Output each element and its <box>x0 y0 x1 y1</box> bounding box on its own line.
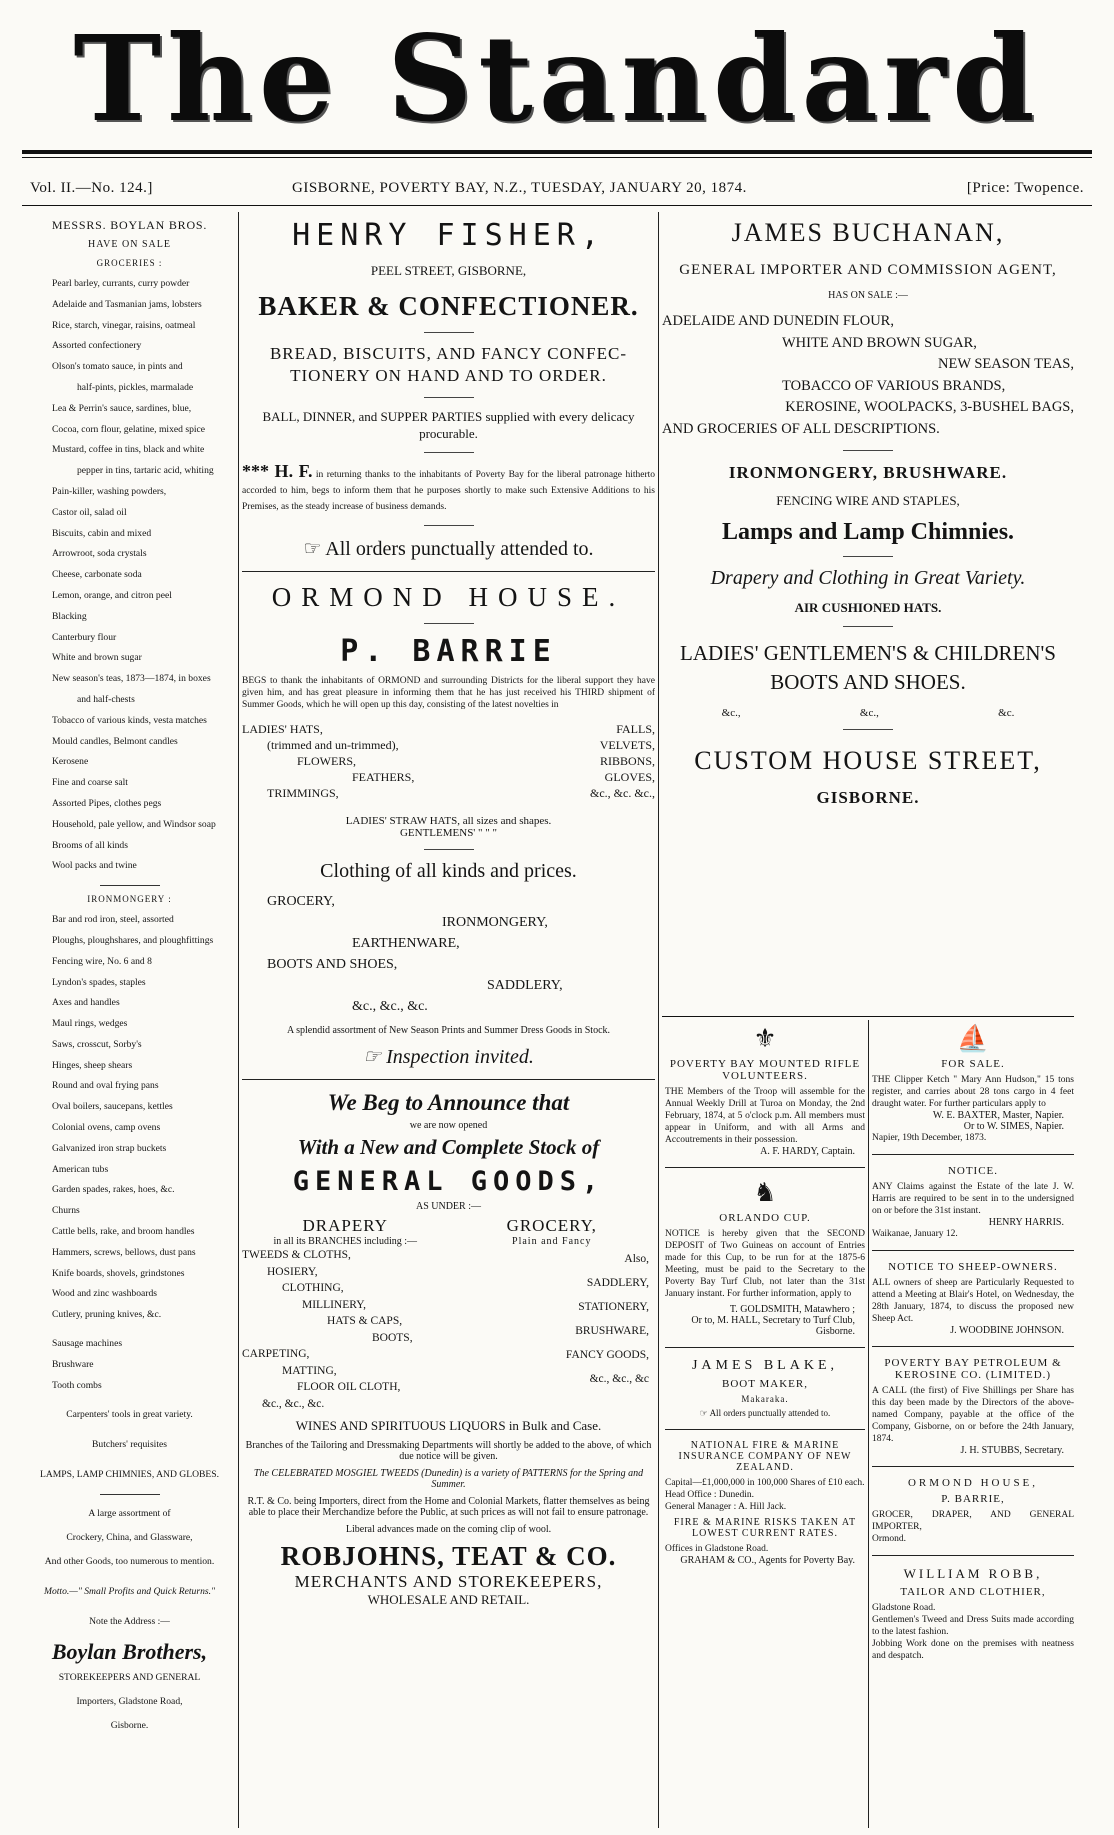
assortment-line: And other Goods, too numerous to mention. <box>44 1556 215 1568</box>
tweeds-line: The CELEBRATED MOSGIEL TWEEDS (Dunedin) is a variety of PATTERNS for the Spring and Summer. <box>253 1468 644 1490</box>
list-item: Churns <box>52 1205 80 1217</box>
divider <box>424 452 474 453</box>
petroleum-signature: J. H. STUBBS, Secretary. <box>960 1445 1064 1456</box>
notice-text: ANY Claims against the Estate of the late J. W. Harris are required to be sent in to the undersigned on or before the 31st instant. <box>872 1182 1074 1216</box>
stock-line: KEROSINE, WOOLPACKS, 3-BUSHEL BAGS, <box>785 399 1074 415</box>
motto: Motto.—" Small Profits and Quick Returns." <box>43 1586 216 1598</box>
divider <box>100 1494 160 1495</box>
ironmongery-line: IRONMONGERY, BRUSHWARE. <box>728 463 1008 482</box>
hats-line: AIR CUSHIONED HATS. <box>794 600 942 615</box>
ironmongery-list <box>22 910 237 1326</box>
newstock-line: With a New and Complete Stock of <box>297 1135 600 1159</box>
list-item: (trimmed and un-trimmed), <box>267 738 399 752</box>
ormond-place: Ormond. <box>872 1534 907 1544</box>
notice-rule <box>872 1466 1074 1467</box>
groceries-list <box>22 274 237 877</box>
list-item: Blacking <box>52 610 87 622</box>
clothing-line: Clothing of all kinds and prices. <box>320 860 577 882</box>
lamps-line: LAMPS, LAMP CHIMNIES, AND GLOBES. <box>39 1469 219 1481</box>
blake-orders: All orders punctually attended to. <box>709 1408 831 1418</box>
fencing-line: FENCING WIRE AND STAPLES, <box>776 493 960 508</box>
address-note: Note the Address :— <box>89 1616 170 1628</box>
list-item: FALLS, <box>616 722 655 736</box>
notice-rule <box>872 1154 1074 1155</box>
ormond-house-title: ORMOND HOUSE. <box>271 582 626 612</box>
list-item: SADDLERY, <box>586 1277 649 1289</box>
sale-heading: FOR SALE. <box>941 1058 1005 1070</box>
place-date: GISBORNE, POVERTY BAY, N.Z., TUESDAY, JANUARY 20, 1874. <box>292 180 747 196</box>
list-item: BOOTS, <box>372 1331 413 1344</box>
opened-line: we are now opened <box>409 1120 488 1131</box>
robb-text: Gentlemen's Tweed and Dress Suits made according to the latest fashion. <box>872 1615 1074 1637</box>
divider <box>424 525 474 526</box>
blake-place: Makaraka. <box>741 1394 789 1404</box>
robjohns-trade: MERCHANTS AND STOREKEEPERS, <box>294 1572 603 1591</box>
category: SADDLERY, <box>487 978 563 993</box>
newspaper-title: The Standard <box>73 9 1041 148</box>
list-item: Kerosene <box>52 756 89 768</box>
category: &c., &c., &c. <box>352 999 428 1014</box>
list-item: Saws, crosscut, Sorby's <box>52 1038 142 1050</box>
volume-number: Vol. II.—No. 124.] <box>30 180 153 196</box>
list-item: Colonial ovens, camp ovens <box>52 1122 161 1134</box>
divider <box>843 626 893 627</box>
notices-left <box>665 1020 865 1828</box>
category: BOOTS AND SHOES, <box>267 957 398 972</box>
prints-line: A splendid assortment of New Season Prints and Summer Dress Goods in Stock. <box>286 1025 611 1036</box>
ormond-trade: GROCER, DRAPER, AND GENERAL IMPORTER, <box>872 1510 1074 1532</box>
notice-rule <box>872 1346 1074 1347</box>
importers-line: R.T. & Co. being Importers, direct from the Home and Colonial Markets, flatter themselves as being able to place their Merchandize before the Public, at such prices as will not fail to ensure patronage. <box>247 1496 650 1518</box>
goods-left <box>242 721 449 801</box>
fisher-initials: *** H. F. <box>242 461 313 481</box>
robb-place: Gladstone Road. <box>872 1603 936 1613</box>
list-item: Knife boards, shovels, grindstones <box>52 1267 185 1279</box>
ormond-name: P. BARRIE, <box>941 1493 1005 1505</box>
list-item: MILLINERY, <box>302 1298 366 1311</box>
cup-heading: ORLANDO CUP. <box>719 1212 811 1224</box>
drapery-heading: DRAPERY <box>302 1216 388 1235</box>
list-item: Canterbury flour <box>52 631 117 643</box>
stock-columns <box>242 1216 655 1412</box>
boots-line: LADIES' GENTLEMEN'S & CHILDREN'S BOOTS AND SHOES. <box>680 641 1056 694</box>
rifle-heading: POVERTY BAY MOUNTED RIFLE VOLUNTEERS. <box>669 1058 861 1082</box>
advert-rule <box>662 1016 1074 1017</box>
stock-line: ADELAIDE AND DUNEDIN FLOUR, <box>662 313 894 329</box>
list-item: Adelaide and Tasmanian jams, lobsters <box>52 298 202 310</box>
list-item: FANCY GOODS, <box>565 1349 649 1361</box>
divider <box>424 849 474 850</box>
buchanan-stock <box>662 311 1074 440</box>
masthead-rule <box>22 150 1092 154</box>
list-item: New season's teas, 1873—1874, in boxes <box>52 673 211 685</box>
assortment-line: Crockery, China, and Glassware, <box>66 1532 193 1544</box>
fisher-bread: BREAD, BISCUITS, AND FANCY CONFEC-TIONERY ON HAND AND TO ORDER. <box>269 344 628 385</box>
pointing-hand-icon: ☞ <box>363 1046 382 1068</box>
stock-line: TOBACCO OF VARIOUS BRANDS, <box>782 377 1006 394</box>
list-item: Tooth combs <box>52 1379 102 1391</box>
list-item: Olson's tomato sauce, in pints and <box>52 361 183 373</box>
list-item: Pain-killer, washing powders, <box>52 485 167 497</box>
cup-signature: Or to, M. HALL, Secretary to Turf Club, Gisborne. <box>691 1315 855 1337</box>
blake-orders-line <box>665 1408 865 1419</box>
inspection-text: Inspection invited. <box>386 1046 534 1068</box>
buchanan-name: JAMES BUCHANAN, <box>731 218 1005 247</box>
list-item: Maul rings, wedges <box>52 1018 128 1030</box>
list-item: pepper in tins, tartaric acid, whiting <box>77 465 214 477</box>
list-item: RIBBONS, <box>599 754 655 768</box>
category: EARTHENWARE, <box>352 936 460 951</box>
announce-line: We Beg to Announce that <box>327 1090 570 1115</box>
list-item: Bar and rod iron, steel, assorted <box>52 914 174 926</box>
insurance-manager: General Manager : A. Hill Jack. <box>665 1502 787 1512</box>
list-item: Also, <box>624 1253 649 1265</box>
branches-line: Branches of the Tailoring and Dressmaking Departments will shortly be added to the above, of which due notice will be given. <box>245 1440 652 1462</box>
divider <box>843 729 893 730</box>
ormond-heading: ORMOND HOUSE, <box>907 1477 1039 1489</box>
insurance-office: Offices in Gladstone Road. <box>665 1544 769 1554</box>
advert-heading: MESSRS. BOYLAN BROS. <box>51 218 208 232</box>
assortment-line: A large assortment of <box>88 1508 171 1520</box>
list-item: Assorted Pipes, clothes pegs <box>52 797 162 809</box>
list-item: Fine and coarse salt <box>52 777 128 789</box>
list-item: Tobacco of various kinds, vesta matches <box>52 714 207 726</box>
list-item: Brushware <box>52 1358 94 1370</box>
etc: &c., <box>859 707 879 719</box>
goods-right <box>449 721 656 801</box>
boylan-advert <box>22 218 237 1828</box>
list-item: MATTING, <box>282 1364 337 1377</box>
list-item: STATIONERY, <box>578 1301 649 1313</box>
list-item: Brooms of all kinds <box>52 839 128 851</box>
notice-signature: HENRY HARRIS. <box>988 1217 1064 1228</box>
list-item: Biscuits, cabin and mixed <box>52 527 152 539</box>
drapery-list <box>242 1247 449 1412</box>
list-item: Round and oval frying pans <box>52 1080 159 1092</box>
lamps-line: Lamps and Lamp Chimnies. <box>721 519 1015 545</box>
fisher-trade: BAKER & CONFECTIONER. <box>258 291 639 321</box>
notice-rule <box>665 1167 865 1168</box>
list-item: Ploughs, ploughshares, and ploughfittings <box>52 934 214 946</box>
list-item: CLOTHING, <box>282 1282 344 1294</box>
barrie-name: P. BARRIE <box>340 634 557 669</box>
section-title: GROCERIES : <box>96 258 163 268</box>
blake-name: JAMES BLAKE, <box>691 1358 838 1373</box>
drapery-sub: in all its BRANCHES including :— <box>273 1236 418 1247</box>
etc: &c. <box>998 707 1015 719</box>
list-item: Lemon, orange, and citron peel <box>52 589 172 601</box>
list-item: HOSIERY, <box>267 1265 318 1278</box>
robb-name: WILLIAM ROBB, <box>903 1566 1043 1581</box>
fisher-thanks: in returning thanks to the inhabitants of Poverty Bay for the liberal patronage hitherto accorded to him, begs to inform them that he purposes shortly to make such Extensive Additions to his Premises, as the steady increase of business demands. <box>242 470 655 512</box>
robb-trade: TAILOR AND CLOTHIER, <box>900 1586 1046 1598</box>
masthead-rule-thin <box>22 157 1092 158</box>
price: [Price: Twopence. <box>966 180 1084 196</box>
centre-column <box>242 218 655 1828</box>
blake-trade: BOOT MAKER, <box>722 1378 808 1390</box>
list-item: Rice, starch, vinegar, raisins, oatmeal <box>52 319 196 331</box>
buchanan-importer: GENERAL IMPORTER AND COMMISSION AGENT, <box>679 262 1057 278</box>
divider <box>843 556 893 557</box>
butchers-line: Butchers' requisites <box>92 1439 167 1451</box>
petroleum-heading: POVERTY BAY PETROLEUM & KEROSINE CO. (LIMITED.) <box>884 1357 1062 1381</box>
dateline <box>30 180 1084 204</box>
divider <box>424 397 474 398</box>
firm-line: STOREKEEPERS AND GENERAL <box>58 1672 201 1684</box>
list-item: Castor oil, salad oil <box>52 506 127 518</box>
sheep-text: ALL owners of sheep are Particularly Requested to attend a Meeting at Blair's Hotel, on Wednesday, the 28th January, 1874, to discuss the proposed new Sheep Act. <box>872 1278 1074 1324</box>
grocery-list <box>449 1247 656 1391</box>
list-item: Oval boilers, saucepans, kettles <box>52 1101 173 1113</box>
dateline-rule <box>22 205 1092 206</box>
robb-text: Jobbing Work done on the premises with neatness and despatch. <box>872 1639 1074 1661</box>
fisher-name: HENRY FISHER, <box>292 218 605 253</box>
list-item: Mould candles, Belmont candles <box>52 735 178 747</box>
list-item: Hammers, screws, bellows, dust pans <box>52 1246 196 1258</box>
cup-signature: T. GOLDSMITH, Matawhero ; <box>729 1304 855 1315</box>
column-divider <box>868 1020 869 1828</box>
list-item: TRIMMINGS, <box>267 786 339 800</box>
grocery-sub: Plain and Fancy <box>512 1236 592 1247</box>
horse-icon: ♞ <box>753 1178 777 1207</box>
list-item: HATS & CAPS, <box>327 1315 403 1327</box>
inspection-line <box>242 1044 655 1069</box>
list-item: CARPETING, <box>242 1348 310 1360</box>
insurance-risks: FIRE & MARINE RISKS TAKEN AT LOWEST CURRENT RATES. <box>673 1517 857 1539</box>
fisher-orders: All orders punctually attended to. <box>325 538 594 560</box>
list-item: LADIES' HATS, <box>242 722 323 736</box>
barrie-goods <box>242 721 655 801</box>
fisher-ball: BALL, DINNER, and SUPPER PARTIES supplied with every delicacy procurable. <box>262 409 635 441</box>
pointing-hand-icon: ☞ <box>303 538 322 560</box>
ship-icon: ⛵ <box>956 1024 990 1053</box>
list-item: Fencing wire, No. 6 and 8 <box>52 955 152 967</box>
list-item: Cutlery, pruning knives, &c. <box>52 1309 162 1321</box>
list-item: FLOOR OIL CLOTH, <box>297 1381 401 1393</box>
advert-rule <box>242 1079 655 1080</box>
drapery-line: Drapery and Clothing in Great Variety. <box>710 567 1026 589</box>
list-item: FLOWERS, <box>297 754 357 768</box>
list-item: &c., &c., &c. <box>262 1397 325 1410</box>
royal-arms-icon: ⚜ <box>753 1024 777 1053</box>
sheep-heading: NOTICE TO SHEEP-OWNERS. <box>888 1261 1058 1273</box>
list-item: Cocoa, corn flour, gelatine, mixed spice <box>52 423 206 435</box>
custom-house-street: CUSTOM HOUSE STREET, <box>694 746 1042 775</box>
category: GROCERY, <box>267 894 335 909</box>
list-item: FEATHERS, <box>352 770 415 784</box>
firm-name: Boylan Brothers, <box>51 1639 208 1665</box>
barrie-text: BEGS to thank the inhabitants of ORMOND and surrounding Districts for the liberal support they have given him, and has great pleasure in informing them that he has just received his THIRD shipment of Summer Goods, which he will open up this day, consisting of the latest novelties in <box>242 676 655 710</box>
list-item: Wool packs and twine <box>52 860 137 872</box>
drapery-column <box>242 1216 449 1412</box>
list-item: Cattle bells, rake, and broom handles <box>52 1226 195 1238</box>
list-item: Lea & Perrin's sauce, sardines, blue, <box>52 402 192 414</box>
wines-line: WINES AND SPIRITUOUS LIQUORS in Bulk and Case. <box>295 1418 602 1433</box>
list-item: GLOVES, <box>604 770 655 784</box>
list-item: Lyndon's spades, staples <box>52 976 146 988</box>
list-item: and half-chests <box>77 693 135 705</box>
list-item: Hinges, sheep shears <box>52 1059 133 1071</box>
buchanan-advert <box>662 218 1074 1018</box>
stock-line: WHITE AND BROWN SUGAR, <box>782 334 977 351</box>
category: IRONMONGERY, <box>442 915 548 930</box>
list-item: White and brown sugar <box>52 652 142 664</box>
list-item: Assorted confectionery <box>52 340 142 352</box>
divider <box>843 450 893 451</box>
general-goods: GENERAL GOODS, <box>292 1166 605 1197</box>
firm-line: Importers, Gladstone Road, <box>76 1696 183 1708</box>
advances-line: Liberal advances made on the coming clip of wool. <box>345 1524 552 1535</box>
grocery-heading: GROCERY, <box>506 1216 597 1235</box>
column-divider <box>658 212 659 1828</box>
rifle-text: THE Members of the Troop will assemble for the Annual Weekly Drill at Turoa on Monday, the 2nd February, 1874, at 5 o'clock p.m. All members must appear in Uniform, and with all Arms and Accoutrements in their possession. <box>665 1087 865 1145</box>
stock-line: AND GROCERIES OF ALL DESCRIPTIONS. <box>662 420 940 437</box>
pointing-hand-icon: ☞ <box>699 1408 708 1418</box>
list-item: Household, pale yellow, and Windsor soap <box>52 818 216 830</box>
carpenters-line: Carpenters' tools in great variety. <box>66 1409 193 1421</box>
fisher-street: PEEL STREET, GISBORNE, <box>370 263 527 278</box>
as-under: AS UNDER :— <box>415 1201 481 1212</box>
insurance-capital: Capital—£1,000,000 in 100,000 Shares of £10 each. <box>665 1478 865 1488</box>
notice-rule <box>665 1429 865 1430</box>
insurance-head-office: Head Office : Dunedin. <box>665 1490 754 1500</box>
notices-right <box>872 1020 1074 1828</box>
divider <box>100 885 160 886</box>
list-item: half-pints, pickles, marmalade <box>77 381 194 393</box>
sale-text: THE Clipper Ketch " Mary Ann Hudson," 15 tons register, and carries about 28 tons cargo in 4 feet draught water. For further particulars apply to <box>872 1075 1074 1109</box>
fisher-orders-line <box>242 536 655 561</box>
list-item: VELVETS, <box>599 738 655 752</box>
sale-signature: Or to W. SIMES, Napier. <box>963 1121 1064 1132</box>
has-on-sale: HAS ON SALE :— <box>828 290 908 301</box>
list-item: &c., &c. &c., <box>590 786 655 800</box>
firm-line: Gisborne. <box>110 1720 149 1732</box>
notice-date: Waikanae, January 12. <box>872 1229 958 1239</box>
list-item: Wood and zinc washboards <box>52 1288 157 1300</box>
list-item: Axes and handles <box>52 997 120 1009</box>
notice-rule <box>665 1347 865 1348</box>
straw-hats: LADIES' STRAW HATS, all sizes and shapes. <box>345 815 552 827</box>
sheep-signature: J. WOODBINE JOHNSON. <box>950 1325 1064 1336</box>
petroleum-text: A CALL (the first) of Five Shillings per Share has this day been made by the Directors of the above-named Company, payable at the office of the Company, Gisborne, on or before the 24th January, 1874. <box>872 1386 1074 1444</box>
list-item: Pearl barley, currants, curry powder <box>52 278 190 289</box>
category-list <box>242 891 655 1017</box>
list-item: Garden spades, rakes, hoes, &c. <box>52 1184 175 1196</box>
gisborne-line: GISBORNE. <box>816 788 920 807</box>
stock-line: NEW SEASON TEAS, <box>937 356 1074 372</box>
robjohns-name: ROBJOHNS, TEAT & CO. <box>280 1541 617 1571</box>
sale-date: Napier, 19th December, 1873. <box>872 1133 987 1143</box>
divider <box>424 332 474 333</box>
etc-row <box>662 707 1074 719</box>
list-item: Cheese, carbonate soda <box>52 569 142 581</box>
column-divider <box>238 212 239 1828</box>
etc: &c., <box>721 707 741 719</box>
rifle-signature: A. F. HARDY, Captain. <box>760 1146 855 1157</box>
notice-heading: NOTICE. <box>947 1165 999 1177</box>
list-item: Sausage machines <box>52 1338 123 1350</box>
insurance-heading: NATIONAL FIRE & MARINE INSURANCE COMPANY OF NEW ZEALAND. <box>678 1440 852 1473</box>
list-item: TWEEDS & CLOTHS, <box>242 1249 351 1261</box>
sale-signature: W. E. BAXTER, Master, Napier. <box>932 1110 1064 1121</box>
straw-hats: GENTLEMENS' " " " <box>399 827 498 839</box>
list-item: American tubs <box>52 1163 109 1175</box>
have-on-sale: HAVE ON SALE <box>88 239 171 250</box>
advert-rule <box>242 571 655 572</box>
grocery-column <box>449 1216 656 1412</box>
divider <box>424 623 474 624</box>
cup-text: NOTICE is hereby given that the SECOND DEPOSIT of Two Guineas on account of Entries made for this Cup, to be run for at the 1875-6 Meeting, must be paid to the Secretary to the Poverty Bay Turf Club, not later than the 31st January instant. For further information, apply to <box>665 1229 865 1299</box>
list-item: &c., &c., &c <box>589 1373 649 1385</box>
insurance-agent: GRAHAM & CO., Agents for Poverty Bay. <box>680 1555 855 1566</box>
masthead <box>0 0 1114 175</box>
notice-rule <box>872 1250 1074 1251</box>
robjohns-wholesale: WHOLESALE AND RETAIL. <box>367 1592 530 1607</box>
list-item: Mustard, coffee in tins, black and white <box>52 444 205 456</box>
list-item: Galvanized iron strap buckets <box>52 1142 167 1154</box>
list-item: Arrowroot, soda crystals <box>52 548 147 560</box>
notice-rule <box>872 1555 1074 1556</box>
list-item: BRUSHWARE, <box>575 1325 649 1337</box>
section-title: IRONMONGERY : <box>87 894 172 905</box>
